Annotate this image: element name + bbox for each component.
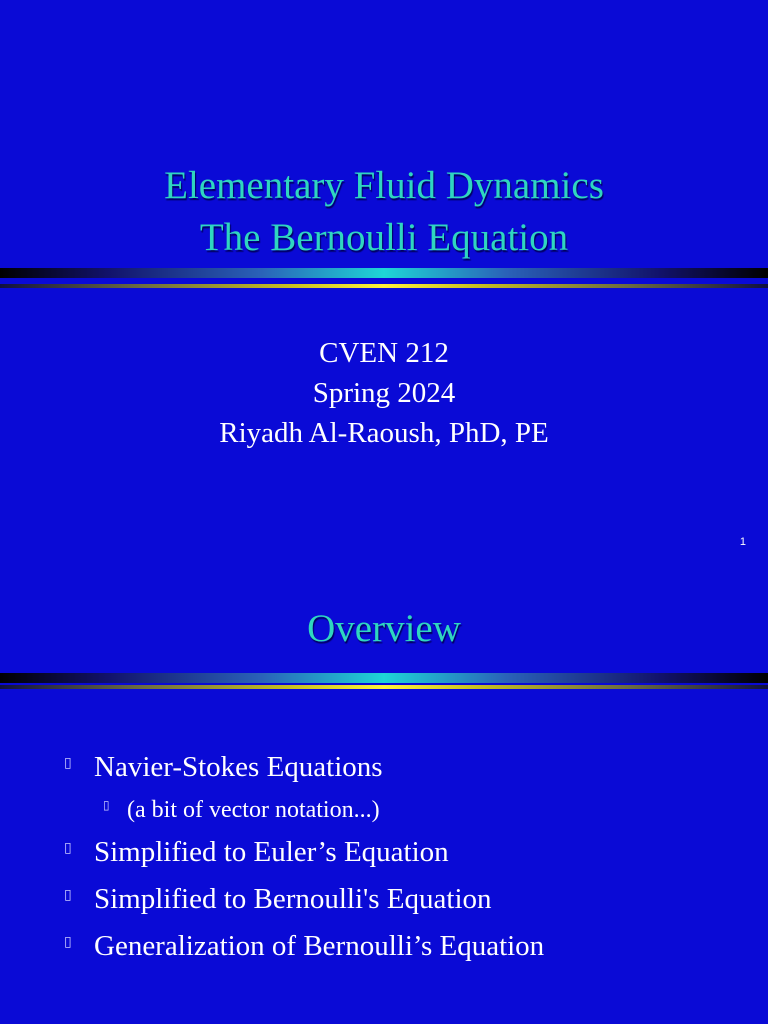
slide-2-title: Overview xyxy=(307,607,461,650)
list-item-text: Generalization of Bernoulli’s Equation xyxy=(94,930,545,962)
page-number: 1 xyxy=(739,536,746,548)
list-item xyxy=(0,744,768,791)
bullet-list xyxy=(0,744,768,970)
bullet-icon: ▯ xyxy=(64,755,72,771)
slide-1-title xyxy=(0,160,768,264)
bullet-icon: ▯ xyxy=(64,840,72,856)
bullet-icon: ▯ xyxy=(64,887,72,903)
title-divider-bar xyxy=(0,268,768,278)
title-line-2: The Bernoulli Equation xyxy=(199,216,569,259)
instructor-name: Riyadh Al-Raoush, PhD, PE xyxy=(219,417,549,449)
bullet-icon: ▯ xyxy=(64,934,72,950)
title-line-1: Elementary Fluid Dynamics xyxy=(164,164,604,207)
slide-1-subtitle xyxy=(0,333,768,453)
list-item-text: Simplified to Bernoulli's Equation xyxy=(94,883,492,915)
list-item-text: Simplified to Euler’s Equation xyxy=(94,836,449,868)
title-divider-line xyxy=(0,685,768,689)
list-item-text: (a bit of vector notation...) xyxy=(127,797,380,823)
list-item xyxy=(0,829,768,876)
list-item xyxy=(0,876,768,923)
list-item xyxy=(0,791,768,829)
title-divider-bar xyxy=(0,673,768,683)
course-code: CVEN 212 xyxy=(319,337,449,369)
slide-2 xyxy=(0,568,768,1024)
bullet-icon: ▯ xyxy=(103,798,110,812)
title-divider-line xyxy=(0,284,768,288)
list-item-text: Navier-Stokes Equations xyxy=(94,751,383,783)
list-item xyxy=(0,923,768,970)
semester: Spring 2024 xyxy=(312,377,456,409)
